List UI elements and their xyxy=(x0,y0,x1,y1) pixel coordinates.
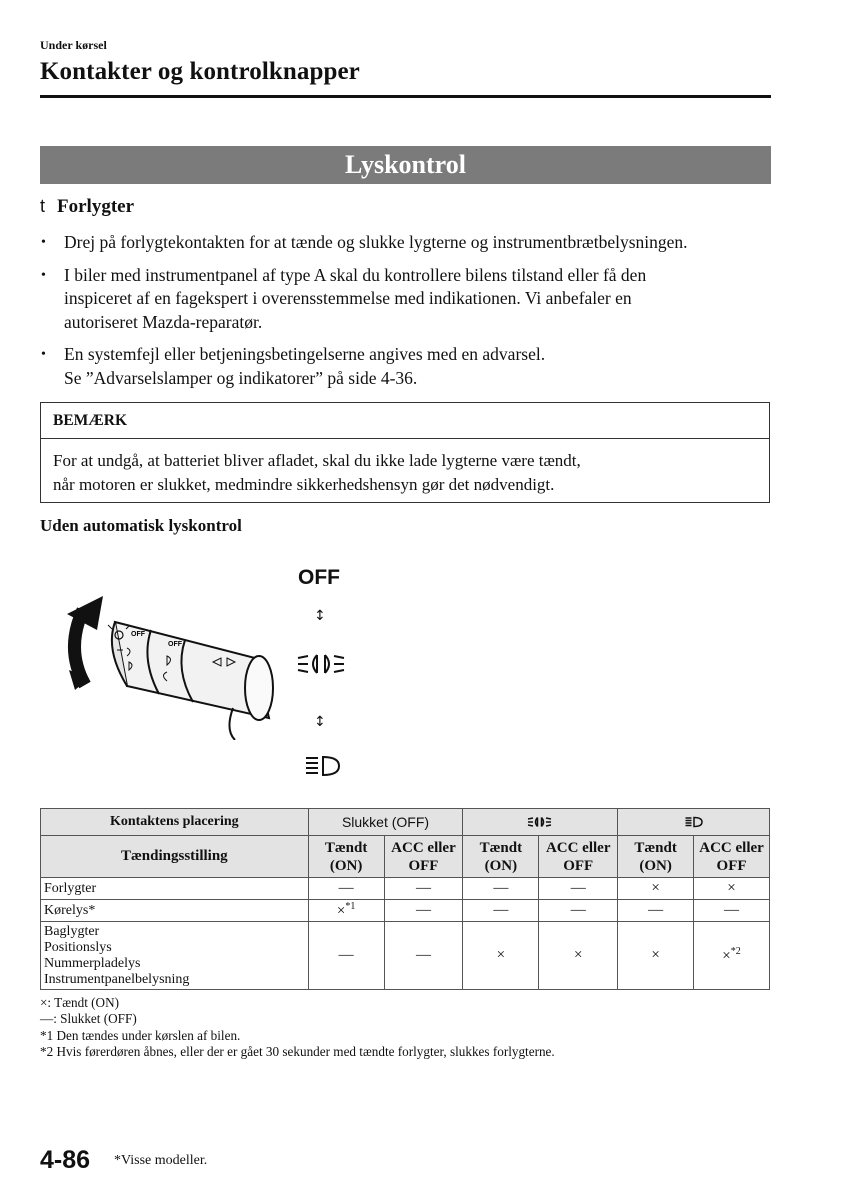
headlight-icon xyxy=(682,815,706,829)
subheader-line: Tændt xyxy=(479,839,523,856)
light-switch-illustration xyxy=(55,590,285,740)
cell-value: — xyxy=(338,947,354,963)
table-cell xyxy=(308,878,384,900)
table-header-position: Kontaktens placering xyxy=(41,809,309,836)
bullet-line: Drej på forlygtekontakten for at tænde og slukke lygterne og instrumentbrætbelysningen. xyxy=(64,232,688,252)
cell-value: — xyxy=(570,902,586,918)
rotation-arrow-icon xyxy=(67,596,103,690)
table-cell xyxy=(463,922,539,990)
row-label xyxy=(41,922,309,990)
up-down-arrow-icon: ↕ xyxy=(314,608,326,624)
table-cell xyxy=(618,878,694,900)
subheader-line: (ON) xyxy=(484,857,518,874)
diagram-off-label: OFF xyxy=(298,566,340,589)
subheader-line: OFF xyxy=(408,857,439,874)
section-label: Under kørsel xyxy=(40,38,107,52)
cell-value: — xyxy=(493,880,509,896)
cell-value: × xyxy=(336,903,346,919)
table-cell xyxy=(694,900,770,922)
bullet-icon: • xyxy=(41,235,46,250)
cell-footnote: *2 xyxy=(730,946,741,957)
row-label xyxy=(41,900,309,922)
switch-label-off: OFF xyxy=(168,641,182,648)
bullet-line: autoriseret Mazda-reparatør. xyxy=(64,311,263,332)
subheader-line: (ON) xyxy=(329,857,363,874)
table-subheader-acc xyxy=(384,836,463,878)
table-subheader-on xyxy=(463,836,539,878)
note-box xyxy=(40,402,770,503)
list-item xyxy=(40,264,780,335)
table-subheader-on xyxy=(308,836,384,878)
cell-value: — xyxy=(338,880,354,896)
row-label-line: Positionslys xyxy=(44,939,112,955)
subheader-line: ACC eller xyxy=(699,839,764,856)
bullet-list xyxy=(40,231,780,399)
bullet-line: I biler med instrumentpanel af type A skal du kontrollere bilens tilstand eller få den xyxy=(64,264,647,285)
subsection-heading: Uden automatisk lyskontrol xyxy=(40,516,242,535)
cell-value: × xyxy=(722,948,731,964)
table-legend xyxy=(40,995,555,1060)
cell-value: — xyxy=(415,902,431,918)
cell-value: × xyxy=(573,947,583,963)
subheader-line: ACC eller xyxy=(391,839,456,856)
row-label-line: Nummerpladelys xyxy=(44,955,141,971)
table-row xyxy=(41,922,770,990)
table-cell xyxy=(539,878,618,900)
row-label-line: Baglygter xyxy=(44,923,100,939)
table-cell xyxy=(384,878,463,900)
subheader-line: ACC eller xyxy=(545,839,611,856)
table-subheader-acc xyxy=(694,836,770,878)
table-cell xyxy=(384,900,463,922)
row-label-line: Kørelys* xyxy=(44,902,96,918)
note-line: For at undgå, at batteriet bliver afladet, skal du ikke lade lygterne være tændt, xyxy=(53,451,581,470)
light-status-table xyxy=(40,808,770,990)
note-title: BEMÆRK xyxy=(41,403,769,439)
row-label xyxy=(41,878,309,900)
table-cell xyxy=(694,922,770,990)
subheading-marker: t xyxy=(40,196,46,216)
parking-light-icon xyxy=(296,650,348,678)
cell-value: × xyxy=(651,880,660,896)
legend-line: *1 Den tændes under kørslen af bilen. xyxy=(40,1027,241,1043)
table-subheader-on xyxy=(618,836,694,878)
table-cell xyxy=(384,922,463,990)
cell-value: × xyxy=(496,947,506,963)
bullet-line: inspiceret af en fagekspert i overensstemmelse med indikationen. Vi anbefaler en xyxy=(64,288,632,308)
list-item xyxy=(40,231,780,255)
cell-value: — xyxy=(415,880,431,896)
switch-label-off: OFF xyxy=(131,631,145,638)
up-down-arrow-icon: ↕ xyxy=(314,714,326,730)
page-number: 4-86 xyxy=(40,1146,91,1174)
row-label-line: Instrumentpanelbelysning xyxy=(44,971,190,987)
cell-value: — xyxy=(493,902,509,918)
table-cell xyxy=(463,878,539,900)
cell-value: — xyxy=(648,902,664,918)
title-rule xyxy=(40,95,771,98)
table-header-parking-light xyxy=(463,809,618,836)
cell-value: × xyxy=(727,880,736,896)
table-cell xyxy=(308,922,384,990)
table-subheader-acc xyxy=(539,836,618,878)
list-item xyxy=(40,343,780,390)
legend-line: —: Slukket (OFF) xyxy=(40,1011,137,1027)
footer-note: *Visse modeller. xyxy=(114,1153,208,1168)
parking-light-icon xyxy=(525,815,555,829)
table-cell xyxy=(539,922,618,990)
table-header-ignition: Tændingsstilling xyxy=(41,836,309,878)
subheading xyxy=(40,196,134,218)
table-header-headlight xyxy=(618,809,770,836)
table-row xyxy=(41,878,770,900)
legend-line: *2 Hvis førerdøren åbnes, eller der er gået 30 sekunder med tændte forlygter, slukkes forlygterne. xyxy=(40,1043,555,1059)
bullet-line: Se ”Advarselslamper og indikatorer” på side 4-36. xyxy=(64,367,418,388)
subheader-line: (ON) xyxy=(639,857,672,874)
table-header-off: Slukket (OFF) xyxy=(308,809,463,836)
cell-footnote: *1 xyxy=(345,901,356,912)
table-cell xyxy=(463,900,539,922)
section-banner xyxy=(40,146,771,184)
table-cell xyxy=(618,900,694,922)
table-row xyxy=(41,900,770,922)
subheader-line: OFF xyxy=(716,857,747,874)
bullet-line: En systemfejl eller betjeningsbetingelserne angives med en advarsel. xyxy=(64,344,546,364)
row-label-line: Forlygter xyxy=(44,880,97,896)
subheader-line: Tændt xyxy=(634,839,677,856)
bullet-icon: • xyxy=(41,267,46,283)
subheader-line: Tændt xyxy=(324,839,368,856)
subheader-line: OFF xyxy=(563,857,594,874)
bullet-icon: • xyxy=(41,347,46,362)
legend-line: ×: Tændt (ON) xyxy=(40,995,119,1010)
table-cell xyxy=(694,878,770,900)
note-body xyxy=(53,449,761,496)
table-cell xyxy=(618,922,694,990)
note-line: når motoren er slukket, medmindre sikkerhedshensyn gør det nødvendigt. xyxy=(53,474,555,494)
cell-value: × xyxy=(651,947,660,963)
cell-value: — xyxy=(724,902,740,918)
banner-text: Lyskontrol xyxy=(345,150,466,179)
table-cell xyxy=(539,900,618,922)
page-title: Kontakter og kontrolknapper xyxy=(40,58,360,85)
table-cell xyxy=(308,900,384,922)
headlight-icon xyxy=(303,752,343,780)
cell-value: — xyxy=(570,880,586,896)
subheading-label: Forlygter xyxy=(57,196,135,217)
cell-value: — xyxy=(415,947,431,963)
